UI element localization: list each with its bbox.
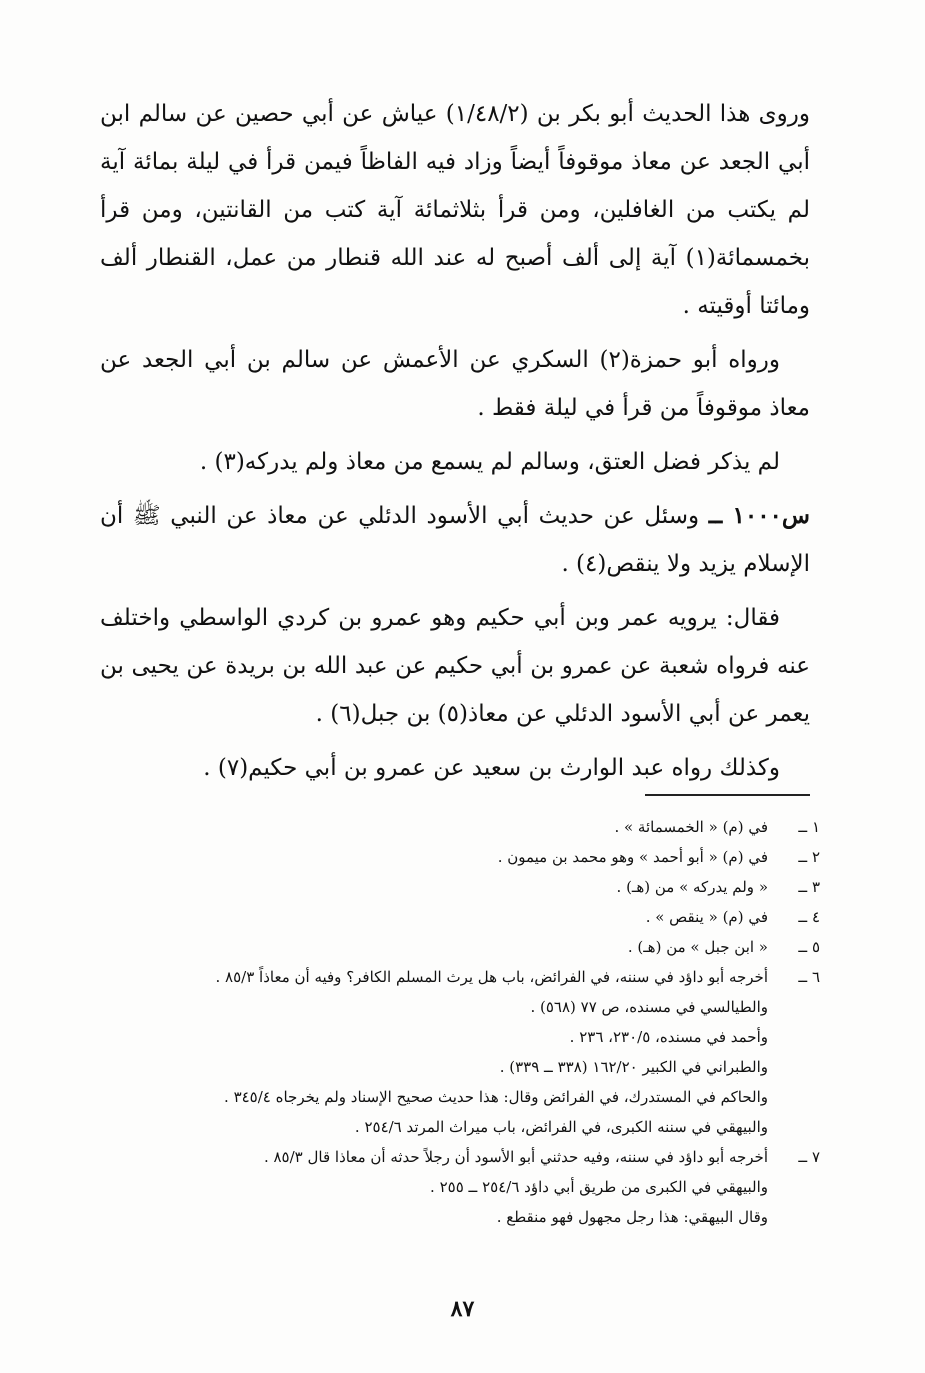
main-text <box>100 90 810 798</box>
answer-paragraph: فقال: يرويه عمر وبن أبي حكيم وهو عمرو بن كردي الواسطي واختلف عنه فرواه شعبة عن عمرو بن أبي حكيم عن عبد الله بن بريدة عن يحيى بن يعمر عن أبي الأسود الدئلي عن معاذ(٥) بن جبل(٦) . <box>100 605 810 727</box>
answer-label: فقال: <box>725 605 781 631</box>
page-number: ٨٧ <box>450 1296 475 1322</box>
footnote-separator <box>645 794 810 796</box>
footnote-5: ٥ ــ « ابن جبل » من (هـ) . <box>627 938 820 956</box>
footnote-7: ٧ ــ أخرجه أبو داؤد في سننه، وفيه حدثني أبو الأسود أن رجلاً حدثه أن معاذا قال ٨٥/٣ . والبيهقي في الكبرى من طريق أبي داؤد ٢٥٤/٦ ــ ٢٥٥ . وقال البيهقي: هذا رجل مجهول فهو منقطع . <box>263 1148 820 1226</box>
footnote-4: ٤ ــ في (م) « ينقص » . <box>645 908 820 926</box>
paragraph-3: لم يذكر فضل العتق، وسالم لم يسمع من معاذ ولم يدركه(٣) . <box>199 449 780 475</box>
footnote-1: ١ ــ في (م) « الخمسمائة » . <box>614 818 820 836</box>
paragraph-1: وروى هذا الحديث أبو بكر بن (١/٤٨/٢) عياش عن أبي حصين عن سالم ابن أبي الجعد عن معاذ موقوفاً أيضاً وزاد فيه الفاظاً فيمن قرأ في ليلة بمائة آية لم يكتب من الغافلين، ومن قرأ بثلاثمائة آية كتب من القانتين، ومن قرأ بخمسمائة(١) آية إلى ألف أصبح له عند الله قنطار من عمل، القنطار ألف ومائتا أوقيته . <box>100 101 810 319</box>
footnote-2: ٢ ــ في (م) « أبو أحمد » وهو محمد بن ميمون . <box>497 848 820 866</box>
question-number: س١٠٠٠ ــ <box>708 502 810 529</box>
footnotes <box>130 812 820 1232</box>
footnote-3: ٣ ــ « ولم يدركه » من (هـ) . <box>616 878 820 896</box>
question-1000: س١٠٠٠ ــ وسئل عن حديث أبي الأسود الدئلي عن معاذ عن النبي ﷺ أن الإسلام يزيد ولا ينقص(٤) . <box>100 502 810 577</box>
paragraph-2: ورواه أبو حمزة(٢) السكري عن الأعمش عن سالم بن أبي الجعد عن معاذ موقوفاً من قرأ في ليلة فقط . <box>100 347 810 421</box>
paragraph-6: وكذلك رواه عبد الوارث بن سعيد عن عمرو بن أبي حكيم(٧) . <box>203 755 780 781</box>
footnote-6: ٦ ــ أخرجه أبو داؤد في سننه، في الفرائض، باب هل يرث المسلم الكافر؟ وفيه أن معاذاً ٨٥/٣ . والطيالسي في مسنده، ص ٧٧ (٥٦٨) . وأحمد في مسنده، ٢٣٠/٥، ٢٣٦ . والطبراني في الكبير ١٦٢/٢٠ (٣٣٨ ــ ٣٣٩) . والحاكم في المستدرك، في الفرائض وقال: هذا حديث صحيح الإسناد ولم يخرجاه ٣٤٥/٤ . والبيهقي في سننه الكبرى، في الفرائض، باب ميراث المرتد ٢٥٤/٦ . <box>215 968 820 1136</box>
